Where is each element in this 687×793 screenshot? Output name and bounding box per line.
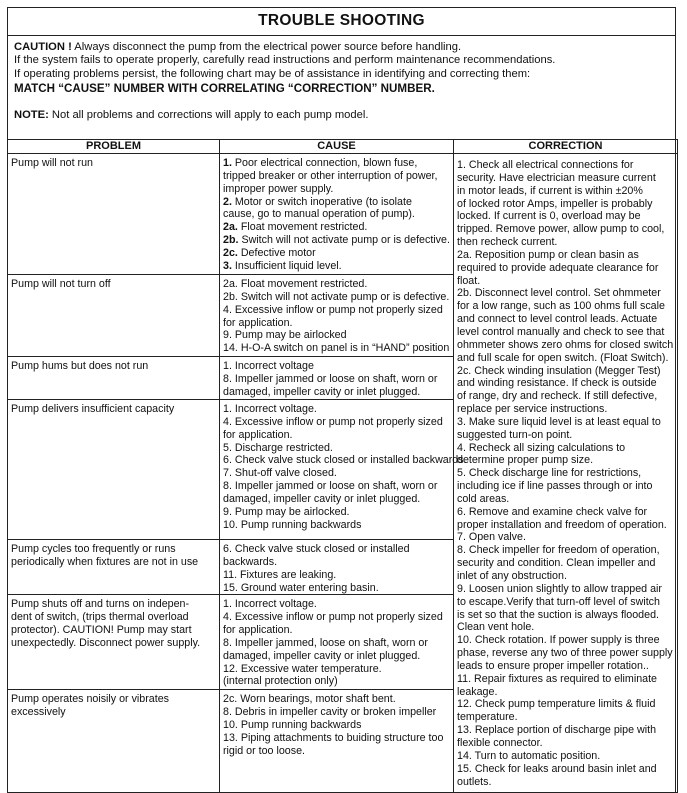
problem-cell [8,154,220,275]
correction-line: 8. Check impeller for freedom of operation, [457,544,660,557]
cause-text: (internal protection only) [223,675,338,688]
cause-text: 9. Pump may be airlocked [223,329,347,342]
correction-line: 2c. Check winding insulation (Megger Test) [457,364,661,377]
correction-line: ohmmeter shows zero ohms for closed switch [457,338,674,351]
cause-line [223,373,450,386]
cause-number: 2a. [223,221,238,234]
cause-text: 10. Pump running backwards [223,719,362,732]
cause-line [223,442,450,455]
correction-line: to escape.Verify that turn-off level of switch [457,595,660,608]
correction-line: and full scale for open switch. (Float Switch). [457,351,669,364]
problem-cell [8,540,220,595]
cause-text: Insufficient liquid level. [234,259,342,272]
header-problem: PROBLEM [8,140,220,154]
correction-line: Clean vent hole. [457,621,535,634]
cause-line [223,467,450,480]
header-cause: CAUSE [220,140,454,154]
correction-line: 5. Check discharge line for restrictions, [457,467,642,480]
cause-cell [220,154,454,275]
cause-text: 4. Excessive inflow or pump not properly sized [223,415,443,428]
problem-text: protector). CAUTION! Pump may start [11,624,192,637]
correction-line: 7. Open valve. [457,531,526,544]
correction-line: inlet of any obstruction. [457,570,567,582]
cause-text: 6. Check valve stuck closed or installed backwards. [223,454,467,467]
cause-cell [220,400,467,540]
correction-line: security and condition. Clean impeller and [457,557,656,570]
cause-line [223,221,450,234]
correction-line: is set so that the suction is always flooded. [457,608,659,621]
cause-line [223,278,450,291]
cause-line [223,569,450,582]
problem-text: dent of switch, (trips thermal overload [11,611,189,624]
note-text: Not all problems and corrections will apply to each pump model. [51,108,369,121]
cause-line [223,519,450,532]
cause-line [223,234,450,247]
cause-line [223,317,450,330]
correction-line: tripped. Remove power, allow pump to cool, [457,223,665,236]
cause-cell [220,275,454,357]
troubleshooting-table [7,139,678,793]
correction-line: 9. Loosen union slightly to allow trapped air [457,582,662,595]
cause-cell [220,357,454,400]
intro-line-2: If the system fails to operate properly, carefully read instructions and perform maintenance recommendations. [14,54,556,67]
correction-cell [454,154,678,793]
cause-text: 2a. Float movement restricted. [223,278,368,290]
cause-text: 7. Shut-off valve closed. [223,467,337,480]
cause-line [223,429,450,442]
correction-line: replace per service instructions. [457,403,608,416]
cause-line [223,208,450,221]
cause-text: Switch will not activate pump or is defective. [241,234,450,247]
correction-line: then recheck current. [457,236,558,249]
table-header-row [8,140,678,154]
cause-cell [220,540,454,595]
cause-text: damaged, impeller cavity or inlet plugged. [223,492,421,505]
cause-line [223,291,450,304]
correction-line: 6. Remove and examine check valve for [457,505,648,518]
cause-text: 4. Excessive inflow or pump not properly sized [223,303,443,316]
correction-line: level control manually and check to see that [457,325,665,338]
correction-line: security. Have electrician measure current [457,171,656,184]
cause-line [223,719,450,732]
correction-line: determine proper pump size. [457,454,594,467]
cause-number: 2b. [223,234,239,247]
cause-line [223,611,450,624]
cause-line [223,329,450,342]
cause-text: Poor electrical connection, blown fuse, [234,157,418,169]
correction-line: 15. Check for leaks around basin inlet and [457,762,657,775]
cause-line [223,260,450,273]
cause-line [223,650,450,663]
problem-text: unexpectedly. Disconnect power supply. [11,636,201,649]
correction-line: and connect to level control leads. Actuate [457,313,658,326]
cause-text: for application. [223,428,293,441]
cause-text: 1. Incorrect voltage [223,360,314,372]
correction-line: 3. Make sure liquid level is at least equal to [457,415,661,428]
cause-line [223,732,450,745]
cause-text: 5. Discharge restricted. [223,441,333,454]
cause-text: 2c. Worn bearings, motor shaft bent. [223,693,396,706]
cause-line [223,624,450,637]
cause-text: 8. Impeller jammed or loose on shaft, worn or [223,372,438,385]
correction-line: including ice if line passes through or into [457,480,653,493]
cause-text: 12. Excessive water temperature. [223,662,382,675]
cause-text: tripped breaker or other interruption of power, [223,169,438,182]
caution-label: CAUTION ! [14,41,72,53]
cause-text: 11. Fixtures are leaking. [223,568,337,581]
cause-text: 15. Ground water entering basin. [223,581,379,594]
cause-text: 14. H-O-A switch on panel is in “HAND” position [223,342,450,355]
correction-line: 13. Replace portion of discharge pipe with [457,724,657,737]
cause-cell [220,690,454,793]
cause-text: 8. Debris in impeller cavity or broken impeller [223,706,437,719]
cause-line [223,556,450,569]
cause-text: damaged, impeller cavity or inlet plugged. [223,649,421,662]
correction-line: and winding resistance. If check is outside [457,377,657,390]
note-line [14,109,669,122]
problem-text: Pump delivers insufficient capacity [11,403,175,415]
problem-cell [8,690,220,793]
correction-line: 2a. Reposition pump or clean basin as [457,248,639,261]
problem-text: excessively [11,706,66,719]
problem-text: Pump will not run [11,157,93,169]
problem-cell [8,400,220,540]
table-row [8,154,678,275]
cause-line [223,663,450,676]
cause-text: backwards. [223,555,278,568]
cause-text: 10. Pump running backwards [223,518,362,531]
problem-text: Pump shuts off and turns on indepen- [11,598,190,611]
cause-line [223,480,450,493]
cause-text: 8. Impeller jammed or loose on shaft, worn or [223,480,438,493]
caution-line [14,41,669,54]
cause-line [223,403,450,416]
cause-line [223,416,450,429]
cause-text: 4. Excessive inflow or pump not properly sized [223,611,443,624]
correction-line: 12. Check pump temperature limits & fluid [457,698,656,711]
correction-line: for a low range, such as 100 ohms full scale [457,300,665,313]
cause-text: 9. Pump may be airlocked. [223,505,350,518]
cause-line [223,386,450,399]
correction-line: suggested turn-on point. [457,428,573,441]
cause-line [223,543,450,556]
cause-text: 13. Piping attachments to buiding structure too [223,731,444,744]
cause-line [223,582,450,595]
problem-cell [8,275,220,357]
cause-text: 1. Incorrect voltage. [223,598,317,611]
cause-line [223,675,450,688]
cause-line [223,493,450,506]
cause-line [223,360,450,373]
cause-line [223,598,450,611]
problem-text: periodically when fixtures are not in use [11,555,199,568]
cause-text: 1. Incorrect voltage. [223,403,317,415]
cause-text: for application. [223,316,293,329]
correction-line: required to provide adequate clearance for [457,261,659,274]
cause-text: Float movement restricted. [240,221,368,234]
cause-line [223,637,450,650]
cause-text: 8. Impeller jammed, loose on shaft, worn or [223,636,428,649]
intro-line-3: If operating problems persist, the following chart may be of assistance in identifying and correcting them: [14,67,531,80]
problem-cell [8,357,220,400]
cause-cell [220,595,454,690]
intro-text [8,36,675,122]
problem-text: Pump will not turn off [11,278,111,290]
problem-text: Pump hums but does not run [11,360,149,372]
match-instruction: MATCH “CAUSE” NUMBER WITH CORRELATING “CORRECTION” NUMBER. [14,82,435,96]
cause-line [223,454,467,467]
cause-number: 3. [223,259,232,272]
cause-line [223,745,450,758]
correction-line: leads to ensure proper impeller rotation.. [457,659,649,672]
cause-line [223,183,450,196]
correction-line: float. [457,274,481,287]
cause-number: 2c. [223,246,238,259]
cause-text: damaged, impeller cavity or inlet plugged. [223,385,421,398]
troubleshooting-sheet [7,7,676,792]
cause-text: improper power supply. [223,182,334,195]
correction-line: 10. Check rotation. If power supply is three [457,634,660,647]
note-label: NOTE: [14,108,49,121]
caution-text: Always disconnect the pump from the electrical power source before handling. [74,41,462,53]
correction-line: locked. If current is 0, overload may be [457,210,641,223]
correction-line: flexible connector. [457,736,543,749]
page-title: TROUBLE SHOOTING [8,8,675,36]
cause-line [223,693,450,706]
cause-text: cause, go to manual operation of pump). [223,208,415,221]
cause-line [223,196,450,209]
cause-line [223,304,450,317]
problem-text: Pump cycles too frequently or runs [11,543,176,555]
correction-line: 4. Recheck all sizing calculations to [457,441,626,454]
problem-text: Pump operates noisily or vibrates [11,693,170,706]
cause-text: 6. Check valve stuck closed or installed [223,543,410,555]
correction-line: 1. Check all electrical connections for [457,159,634,171]
correction-line: of range, dry and recheck. If still defective, [457,390,658,403]
cause-line [223,706,450,719]
cause-line [223,247,450,260]
cause-text: rigid or too loose. [223,744,305,757]
cause-text: Defective motor [240,246,316,259]
cause-text: for application. [223,624,293,637]
correction-line: phase, reverse any two of three power supply [457,647,673,660]
correction-line: proper installation and freedom of operation. [457,518,667,531]
correction-line: 11. Repair fixtures as required to eliminate [457,672,657,685]
correction-line: 2b. Disconnect level control. Set ohmmeter [457,287,661,300]
cause-line [223,342,450,355]
correction-line: outlets. [457,775,492,788]
problem-cell [8,595,220,690]
cause-line [223,506,450,519]
correction-line: temperature. [457,711,518,724]
correction-line: of locked rotor Amps, impeller is probably [457,197,653,210]
cause-text: Motor or switch inoperative (to isolate [234,195,412,208]
cause-text: 2b. Switch will not activate pump or is defective. [223,290,450,303]
cause-number: 1. [223,157,232,169]
correction-line: 14. Turn to automatic position. [457,749,601,762]
cause-line [223,170,450,183]
correction-line: cold areas. [457,492,510,505]
correction-line: in motor leads, if current is within ±20% [457,184,643,197]
header-correction: CORRECTION [454,140,678,154]
cause-number: 2. [223,195,232,208]
cause-line [223,157,450,170]
correction-line: leakage. [457,685,498,698]
